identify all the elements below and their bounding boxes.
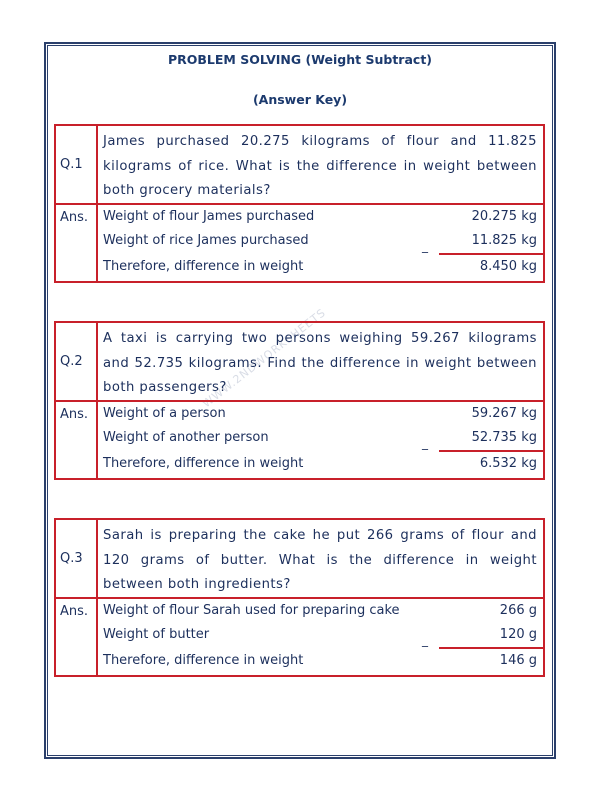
answer-line-value: 11.825 kg xyxy=(471,233,537,248)
answer-label: Ans. xyxy=(56,402,98,478)
question-text: James purchased 20.275 kilograms of flour and 11.825 kilograms of rice. What is the difference in weight between both grocery materials? xyxy=(103,134,537,198)
answer-line-description: Weight of rice James purchased xyxy=(103,233,309,248)
answer-line-value: 120 g xyxy=(499,627,537,642)
answer-line-description: Weight of another person xyxy=(103,430,269,445)
answer-line-value: 266 g xyxy=(499,603,537,618)
answer-line-value: 146 g xyxy=(499,653,537,668)
watermark: WWW.2NDWORKSHEETS xyxy=(200,305,329,411)
answer-line-value: 20.275 kg xyxy=(471,209,537,224)
answer-row xyxy=(56,599,543,675)
answer-line-2 xyxy=(103,627,543,649)
answer-line-value: 59.267 kg xyxy=(471,406,537,421)
answer-line-description: Weight of flour Sarah used for preparing cake xyxy=(103,603,400,618)
answer-line-1 xyxy=(103,209,543,231)
answer-line-description: Weight of flour James purchased xyxy=(103,209,315,224)
question-label: Q.3 xyxy=(56,520,98,597)
answer-line-value: 8.450 kg xyxy=(479,259,537,274)
question-text: A taxi is carrying two persons weighing 59.267 kilograms and 52.735 kilograms. Find the difference in weight between both passengers? xyxy=(103,331,537,395)
subtract-sign: _ xyxy=(422,633,428,647)
answer-line-2 xyxy=(103,233,543,255)
answer-line-1 xyxy=(103,603,543,625)
answer-line-value: 52.735 kg xyxy=(471,430,537,445)
answer-label: Ans. xyxy=(56,205,98,281)
problem-3 xyxy=(54,518,545,677)
calculation-rule xyxy=(439,253,543,255)
question-row xyxy=(56,520,543,599)
worksheet-title: PROBLEM SOLVING (Weight Subtract) xyxy=(167,52,433,67)
question-label: Q.2 xyxy=(56,323,98,400)
subtract-sign: _ xyxy=(422,436,428,450)
calculation-rule xyxy=(439,450,543,452)
answer-line-description: Weight of a person xyxy=(103,406,226,421)
worksheet-subtitle: (Answer Key) xyxy=(252,92,348,107)
answer-line-description: Therefore, difference in weight xyxy=(103,456,304,471)
answer-line-description: Therefore, difference in weight xyxy=(103,259,304,274)
problem-2 xyxy=(54,321,545,480)
answer-body xyxy=(98,205,543,281)
question-row xyxy=(56,323,543,402)
answer-row xyxy=(56,402,543,478)
answer-line-description: Weight of butter xyxy=(103,627,210,642)
answer-body xyxy=(98,402,543,478)
subtract-sign: _ xyxy=(422,239,428,253)
problem-1 xyxy=(54,124,545,283)
answer-line-2 xyxy=(103,430,543,452)
answer-body xyxy=(98,599,543,675)
calculation-rule xyxy=(439,647,543,649)
question-label: Q.1 xyxy=(56,126,98,203)
answer-line-result xyxy=(103,259,543,281)
question-text: Sarah is preparing the cake he put 266 grams of flour and 120 grams of butter. What is the difference in weight between both ingredients? xyxy=(103,528,537,592)
answer-line-result xyxy=(103,653,543,675)
answer-line-result xyxy=(103,456,543,478)
answer-line-1 xyxy=(103,406,543,428)
answer-row xyxy=(56,205,543,281)
question-row xyxy=(56,126,543,205)
answer-line-value: 6.532 kg xyxy=(479,456,537,471)
answer-label: Ans. xyxy=(56,599,98,675)
answer-line-description: Therefore, difference in weight xyxy=(103,653,304,668)
